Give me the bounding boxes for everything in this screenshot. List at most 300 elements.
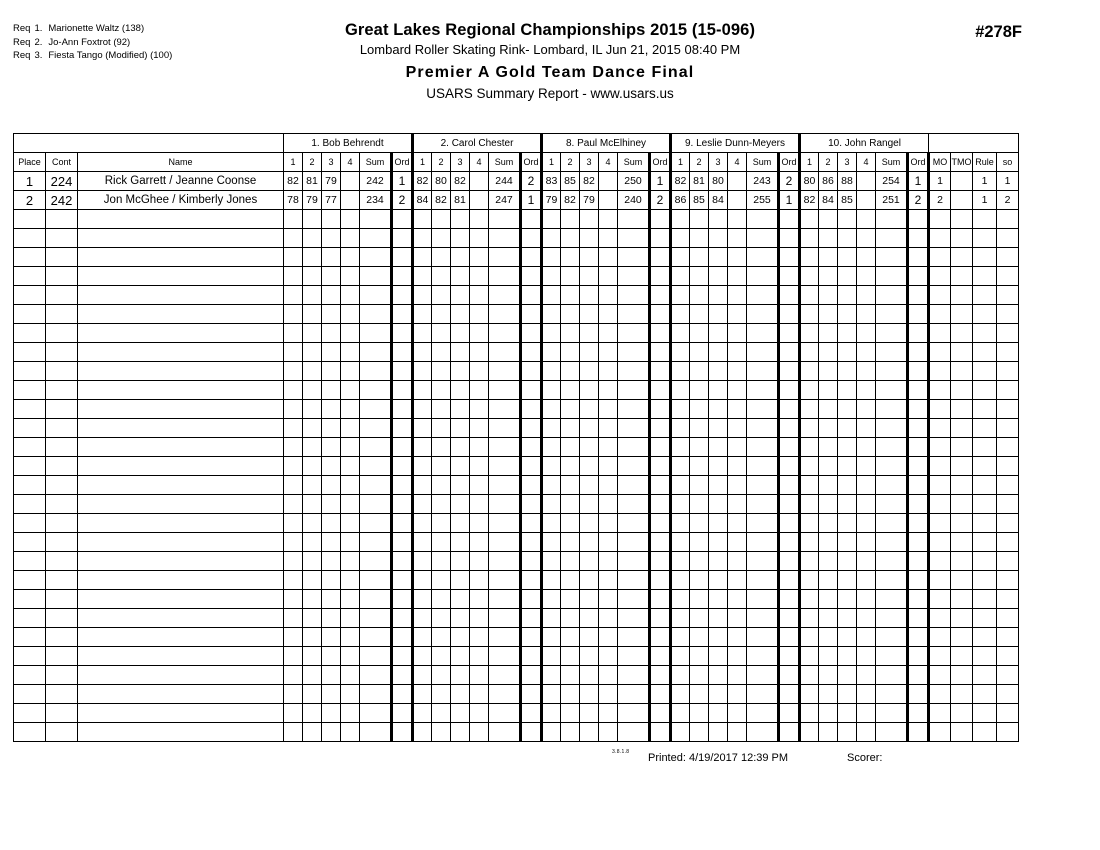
cell-j5-mark2 bbox=[819, 552, 838, 571]
cell-j5-mark4 bbox=[857, 324, 876, 343]
cell-j2-mark4 bbox=[470, 514, 489, 533]
column-header-tmo: TMO bbox=[951, 153, 973, 172]
cell-j2-mark3 bbox=[451, 533, 470, 552]
cell-j2-mark1 bbox=[413, 381, 432, 400]
table-row[interactable] bbox=[14, 343, 1019, 362]
cell-j3-ord bbox=[650, 514, 671, 533]
cell-j1-mark1 bbox=[284, 457, 303, 476]
cell-j4-mark2 bbox=[690, 267, 709, 286]
cell-j4-mark2 bbox=[690, 362, 709, 381]
cell-j4-mark1 bbox=[671, 324, 690, 343]
cell-j3-mark4 bbox=[599, 305, 618, 324]
cell-j4-mark4 bbox=[728, 267, 747, 286]
cell-j5-ord bbox=[908, 571, 929, 590]
cell-j4-sum bbox=[747, 514, 779, 533]
table-row[interactable] bbox=[14, 400, 1019, 419]
cell-j1-ord: 1 bbox=[392, 172, 413, 191]
cell-j4-mark1 bbox=[671, 609, 690, 628]
cell-j2-sum bbox=[489, 552, 521, 571]
cell-j3-mark4 bbox=[599, 248, 618, 267]
cell-j1-mark4 bbox=[341, 305, 360, 324]
cell-j2-ord bbox=[521, 210, 542, 229]
cell-j2-mark4 bbox=[470, 533, 489, 552]
cell-j1-sum bbox=[360, 381, 392, 400]
table-row[interactable] bbox=[14, 438, 1019, 457]
cell-j3-mark1 bbox=[542, 324, 561, 343]
cell-j1-sum bbox=[360, 438, 392, 457]
table-row[interactable] bbox=[14, 704, 1019, 723]
cell-mo bbox=[929, 552, 951, 571]
cell-j4-mark3: 84 bbox=[709, 191, 728, 210]
cell-j3-sum bbox=[618, 590, 650, 609]
cell-j4-ord bbox=[779, 381, 800, 400]
cell-j5-mark4 bbox=[857, 514, 876, 533]
cell-j4-mark1 bbox=[671, 286, 690, 305]
table-row[interactable] bbox=[14, 723, 1019, 742]
cell-j4-mark3 bbox=[709, 533, 728, 552]
cell-j3-mark3 bbox=[580, 533, 599, 552]
cell-j2-ord bbox=[521, 647, 542, 666]
cell-j1-mark1 bbox=[284, 647, 303, 666]
cell-j1-ord bbox=[392, 438, 413, 457]
cell-j3-sum bbox=[618, 723, 650, 742]
cell-j3-mark4 bbox=[599, 400, 618, 419]
cell-j2-sum bbox=[489, 666, 521, 685]
cell-j4-sum: 255 bbox=[747, 191, 779, 210]
cell-name bbox=[78, 419, 284, 438]
cell-j2-mark4 bbox=[470, 495, 489, 514]
cell-j2-mark3 bbox=[451, 495, 470, 514]
cell-j1-sum bbox=[360, 305, 392, 324]
cell-j2-mark1 bbox=[413, 438, 432, 457]
cell-so bbox=[997, 628, 1019, 647]
cell-j1-mark4 bbox=[341, 362, 360, 381]
cell-j1-mark4 bbox=[341, 267, 360, 286]
cell-j2-mark2 bbox=[432, 286, 451, 305]
cell-j4-mark4 bbox=[728, 191, 747, 210]
cell-j3-ord bbox=[650, 495, 671, 514]
cell-j4-ord bbox=[779, 533, 800, 552]
cell-j4-sum bbox=[747, 457, 779, 476]
cell-j2-mark3 bbox=[451, 723, 470, 742]
cell-j1-mark2 bbox=[303, 324, 322, 343]
cell-j1-sum bbox=[360, 248, 392, 267]
column-header-j1-mark2: 2 bbox=[303, 153, 322, 172]
cell-j1-mark4 bbox=[341, 324, 360, 343]
cell-j1-mark4 bbox=[341, 229, 360, 248]
column-header-mo: MO bbox=[929, 153, 951, 172]
cell-j5-mark2 bbox=[819, 533, 838, 552]
cell-j4-mark1 bbox=[671, 628, 690, 647]
cell-j5-sum bbox=[876, 495, 908, 514]
cell-j1-mark2 bbox=[303, 704, 322, 723]
cell-mo bbox=[929, 609, 951, 628]
cell-j5-mark3 bbox=[838, 381, 857, 400]
cell-cont bbox=[46, 343, 78, 362]
cell-j4-ord bbox=[779, 343, 800, 362]
cell-name bbox=[78, 286, 284, 305]
cell-j5-sum bbox=[876, 305, 908, 324]
cell-j4-ord bbox=[779, 438, 800, 457]
cell-j5-ord bbox=[908, 419, 929, 438]
cell-j2-mark1 bbox=[413, 533, 432, 552]
cell-name bbox=[78, 647, 284, 666]
table-row[interactable] bbox=[14, 457, 1019, 476]
cell-cont bbox=[46, 438, 78, 457]
cell-j2-mark4 bbox=[470, 723, 489, 742]
cell-so bbox=[997, 666, 1019, 685]
cell-j1-sum bbox=[360, 419, 392, 438]
cell-j2-mark2 bbox=[432, 609, 451, 628]
cell-j5-sum bbox=[876, 267, 908, 286]
cell-j3-mark1 bbox=[542, 495, 561, 514]
cell-j5-mark1 bbox=[800, 552, 819, 571]
cell-j1-mark4 bbox=[341, 723, 360, 742]
cell-j5-mark3 bbox=[838, 362, 857, 381]
table-row[interactable] bbox=[14, 419, 1019, 438]
cell-j2-ord bbox=[521, 286, 542, 305]
cell-j2-mark2 bbox=[432, 381, 451, 400]
cell-j2-ord bbox=[521, 666, 542, 685]
cell-j4-sum bbox=[747, 419, 779, 438]
cell-j3-mark2: 85 bbox=[561, 172, 580, 191]
cell-mo bbox=[929, 571, 951, 590]
cell-j1-mark1 bbox=[284, 495, 303, 514]
cell-mo bbox=[929, 666, 951, 685]
cell-j5-mark2 bbox=[819, 286, 838, 305]
cell-j2-mark2 bbox=[432, 628, 451, 647]
cell-so bbox=[997, 609, 1019, 628]
cell-j2-mark2: 80 bbox=[432, 172, 451, 191]
table-row[interactable] bbox=[14, 666, 1019, 685]
cell-rule bbox=[973, 362, 997, 381]
cell-j1-ord bbox=[392, 305, 413, 324]
cell-name bbox=[78, 229, 284, 248]
cell-rule: 1 bbox=[973, 191, 997, 210]
cell-j3-sum bbox=[618, 476, 650, 495]
column-header-j3-ord: Ord bbox=[650, 153, 671, 172]
table-row[interactable] bbox=[14, 210, 1019, 229]
cell-j2-mark2 bbox=[432, 210, 451, 229]
cell-j5-mark2 bbox=[819, 704, 838, 723]
table-row[interactable] bbox=[14, 495, 1019, 514]
cell-j3-ord bbox=[650, 419, 671, 438]
cell-j1-mark1 bbox=[284, 248, 303, 267]
cell-j2-ord bbox=[521, 590, 542, 609]
cell-j1-sum bbox=[360, 267, 392, 286]
cell-j4-mark2 bbox=[690, 419, 709, 438]
cell-j2-sum bbox=[489, 267, 521, 286]
cell-j5-sum: 254 bbox=[876, 172, 908, 191]
cell-j2-sum bbox=[489, 514, 521, 533]
cell-j5-sum bbox=[876, 476, 908, 495]
cell-j4-ord bbox=[779, 704, 800, 723]
cell-j3-mark3: 82 bbox=[580, 172, 599, 191]
cell-tmo bbox=[951, 305, 973, 324]
cell-j2-ord: 1 bbox=[521, 191, 542, 210]
table-row[interactable] bbox=[14, 514, 1019, 533]
cell-j2-mark1 bbox=[413, 571, 432, 590]
cell-mo bbox=[929, 590, 951, 609]
cell-j3-sum bbox=[618, 362, 650, 381]
cell-j5-mark4 bbox=[857, 495, 876, 514]
scorer-label: Scorer: bbox=[847, 752, 883, 764]
cell-j4-mark4 bbox=[728, 324, 747, 343]
cell-j5-mark3 bbox=[838, 495, 857, 514]
cell-cont bbox=[46, 210, 78, 229]
requirement-number: 3. bbox=[34, 50, 43, 61]
cell-j3-ord bbox=[650, 685, 671, 704]
cell-j2-sum bbox=[489, 343, 521, 362]
cell-j4-mark1: 86 bbox=[671, 191, 690, 210]
cell-j4-mark1 bbox=[671, 495, 690, 514]
cell-place bbox=[14, 590, 46, 609]
cell-place bbox=[14, 457, 46, 476]
cell-j1-sum bbox=[360, 704, 392, 723]
cell-j3-mark3 bbox=[580, 685, 599, 704]
table-row[interactable] bbox=[14, 172, 1019, 191]
cell-j3-ord bbox=[650, 324, 671, 343]
cell-j3-ord bbox=[650, 590, 671, 609]
column-header-j1-ord: Ord bbox=[392, 153, 413, 172]
cell-j3-sum bbox=[618, 571, 650, 590]
cell-j5-mark3 bbox=[838, 305, 857, 324]
cell-j4-mark3 bbox=[709, 362, 728, 381]
cell-mo bbox=[929, 286, 951, 305]
table-row[interactable] bbox=[14, 590, 1019, 609]
cell-j1-sum: 242 bbox=[360, 172, 392, 191]
table-row[interactable] bbox=[14, 191, 1019, 210]
cell-j4-ord bbox=[779, 514, 800, 533]
cell-j3-ord bbox=[650, 229, 671, 248]
cell-j4-ord bbox=[779, 590, 800, 609]
cell-j1-mark1 bbox=[284, 381, 303, 400]
cell-rule bbox=[973, 286, 997, 305]
cell-j5-sum bbox=[876, 685, 908, 704]
cell-so bbox=[997, 685, 1019, 704]
cell-place: 2 bbox=[14, 191, 46, 210]
cell-j4-mark3 bbox=[709, 229, 728, 248]
table-row[interactable] bbox=[14, 647, 1019, 666]
cell-j4-mark2 bbox=[690, 628, 709, 647]
report-title-block bbox=[0, 20, 1100, 104]
cell-j2-ord bbox=[521, 343, 542, 362]
cell-j3-mark1 bbox=[542, 381, 561, 400]
cell-so: 2 bbox=[997, 191, 1019, 210]
table-row[interactable] bbox=[14, 248, 1019, 267]
cell-name bbox=[78, 476, 284, 495]
table-row[interactable] bbox=[14, 552, 1019, 571]
cell-j5-mark2: 86 bbox=[819, 172, 838, 191]
cell-j2-ord bbox=[521, 628, 542, 647]
cell-j3-mark1 bbox=[542, 210, 561, 229]
cell-j2-mark3 bbox=[451, 343, 470, 362]
cell-j2-ord bbox=[521, 305, 542, 324]
cell-j3-sum bbox=[618, 324, 650, 343]
cell-j4-mark4 bbox=[728, 685, 747, 704]
cell-j5-mark1 bbox=[800, 362, 819, 381]
cell-j1-sum bbox=[360, 533, 392, 552]
cell-j4-ord bbox=[779, 248, 800, 267]
cell-j2-sum bbox=[489, 210, 521, 229]
cell-j1-ord bbox=[392, 267, 413, 286]
cell-j3-mark4 bbox=[599, 685, 618, 704]
cell-j3-sum: 250 bbox=[618, 172, 650, 191]
cell-j1-mark2 bbox=[303, 723, 322, 742]
cell-j5-mark4 bbox=[857, 267, 876, 286]
cell-j2-sum bbox=[489, 286, 521, 305]
table-row[interactable] bbox=[14, 229, 1019, 248]
cell-j1-mark3 bbox=[322, 552, 341, 571]
cell-j4-mark2 bbox=[690, 381, 709, 400]
cell-tmo bbox=[951, 685, 973, 704]
cell-rule bbox=[973, 552, 997, 571]
cell-j5-mark3 bbox=[838, 666, 857, 685]
cell-j2-ord bbox=[521, 704, 542, 723]
cell-j3-mark3 bbox=[580, 324, 599, 343]
cell-j5-mark1: 82 bbox=[800, 191, 819, 210]
table-row[interactable] bbox=[14, 286, 1019, 305]
cell-j3-ord bbox=[650, 362, 671, 381]
table-row[interactable] bbox=[14, 381, 1019, 400]
cell-j3-ord bbox=[650, 628, 671, 647]
cell-j1-sum bbox=[360, 286, 392, 305]
cell-j5-mark4 bbox=[857, 419, 876, 438]
cell-j4-mark3 bbox=[709, 248, 728, 267]
cell-j1-mark2 bbox=[303, 381, 322, 400]
cell-j1-mark4 bbox=[341, 685, 360, 704]
cell-j2-mark1 bbox=[413, 305, 432, 324]
cell-j3-mark3 bbox=[580, 362, 599, 381]
cell-tmo bbox=[951, 172, 973, 191]
cell-j1-mark2 bbox=[303, 362, 322, 381]
cell-cont bbox=[46, 552, 78, 571]
cell-j1-sum bbox=[360, 666, 392, 685]
cell-tmo bbox=[951, 457, 973, 476]
table-row[interactable] bbox=[14, 305, 1019, 324]
cell-so bbox=[997, 647, 1019, 666]
cell-j5-sum bbox=[876, 609, 908, 628]
cell-j4-mark2 bbox=[690, 723, 709, 742]
cell-j2-mark4 bbox=[470, 305, 489, 324]
cell-mo bbox=[929, 704, 951, 723]
cell-j4-mark3 bbox=[709, 647, 728, 666]
cell-j1-sum bbox=[360, 324, 392, 343]
cell-j3-mark1 bbox=[542, 723, 561, 742]
cell-j5-ord bbox=[908, 362, 929, 381]
cell-j5-mark2: 84 bbox=[819, 191, 838, 210]
cell-j2-ord bbox=[521, 571, 542, 590]
cell-j4-mark1 bbox=[671, 438, 690, 457]
cell-j3-ord bbox=[650, 571, 671, 590]
cell-name bbox=[78, 362, 284, 381]
cell-j5-mark4 bbox=[857, 438, 876, 457]
cell-mo bbox=[929, 476, 951, 495]
cell-j4-sum bbox=[747, 267, 779, 286]
column-header-name: Name bbox=[78, 153, 284, 172]
cell-j4-mark1 bbox=[671, 685, 690, 704]
cell-j5-ord bbox=[908, 343, 929, 362]
cell-j2-mark1 bbox=[413, 229, 432, 248]
cell-tmo bbox=[951, 666, 973, 685]
cell-j2-mark2 bbox=[432, 267, 451, 286]
cell-j2-mark1 bbox=[413, 248, 432, 267]
cell-j1-ord bbox=[392, 286, 413, 305]
cell-j4-mark3: 80 bbox=[709, 172, 728, 191]
table-row[interactable] bbox=[14, 628, 1019, 647]
cell-j3-ord bbox=[650, 210, 671, 229]
cell-place bbox=[14, 381, 46, 400]
cell-j5-mark4 bbox=[857, 400, 876, 419]
cell-j5-ord bbox=[908, 609, 929, 628]
table-row[interactable] bbox=[14, 609, 1019, 628]
cell-j4-mark3 bbox=[709, 419, 728, 438]
table-row[interactable] bbox=[14, 324, 1019, 343]
requirement-label: Req bbox=[13, 50, 31, 61]
table-row[interactable] bbox=[14, 362, 1019, 381]
venue-datetime: Lombard Roller Skating Rink- Lombard, IL Jun 21, 2015 08:40 PM bbox=[359, 42, 741, 57]
cell-j1-mark1 bbox=[284, 267, 303, 286]
cell-j3-sum bbox=[618, 552, 650, 571]
table-row[interactable] bbox=[14, 571, 1019, 590]
cell-j2-sum bbox=[489, 400, 521, 419]
cell-j5-mark3 bbox=[838, 438, 857, 457]
cell-j2-mark2 bbox=[432, 476, 451, 495]
cell-j4-mark3 bbox=[709, 457, 728, 476]
cell-j2-ord bbox=[521, 267, 542, 286]
cell-j5-mark3: 88 bbox=[838, 172, 857, 191]
cell-j5-sum bbox=[876, 457, 908, 476]
judge-header-2: 2. Carol Chester bbox=[413, 134, 542, 153]
cell-j5-mark2 bbox=[819, 248, 838, 267]
cell-mo bbox=[929, 419, 951, 438]
cell-j4-mark3 bbox=[709, 571, 728, 590]
table-row[interactable] bbox=[14, 476, 1019, 495]
cell-j1-sum bbox=[360, 476, 392, 495]
cell-j2-mark1 bbox=[413, 514, 432, 533]
cell-j2-mark3 bbox=[451, 381, 470, 400]
cell-j4-mark2 bbox=[690, 343, 709, 362]
cell-j3-mark2 bbox=[561, 704, 580, 723]
cell-j2-mark1 bbox=[413, 210, 432, 229]
cell-j2-mark2 bbox=[432, 495, 451, 514]
table-row[interactable] bbox=[14, 267, 1019, 286]
cell-j4-sum bbox=[747, 305, 779, 324]
table-row[interactable] bbox=[14, 685, 1019, 704]
cell-j2-mark4 bbox=[470, 685, 489, 704]
cell-j2-mark2 bbox=[432, 666, 451, 685]
cell-so bbox=[997, 248, 1019, 267]
cell-j1-mark3 bbox=[322, 248, 341, 267]
cell-j5-mark2 bbox=[819, 457, 838, 476]
cell-mo bbox=[929, 723, 951, 742]
cell-j3-mark2 bbox=[561, 628, 580, 647]
cell-rule bbox=[973, 628, 997, 647]
cell-tmo bbox=[951, 647, 973, 666]
requirement-number: 1. bbox=[34, 23, 43, 34]
cell-mo: 2 bbox=[929, 191, 951, 210]
cell-j3-mark4 bbox=[599, 590, 618, 609]
cell-j2-ord bbox=[521, 438, 542, 457]
cell-j2-sum bbox=[489, 381, 521, 400]
cell-j4-mark4 bbox=[728, 533, 747, 552]
cell-j4-mark4 bbox=[728, 248, 747, 267]
cell-j4-sum bbox=[747, 248, 779, 267]
table-row[interactable] bbox=[14, 533, 1019, 552]
cell-cont bbox=[46, 381, 78, 400]
cell-name bbox=[78, 571, 284, 590]
cell-j3-mark4 bbox=[599, 571, 618, 590]
